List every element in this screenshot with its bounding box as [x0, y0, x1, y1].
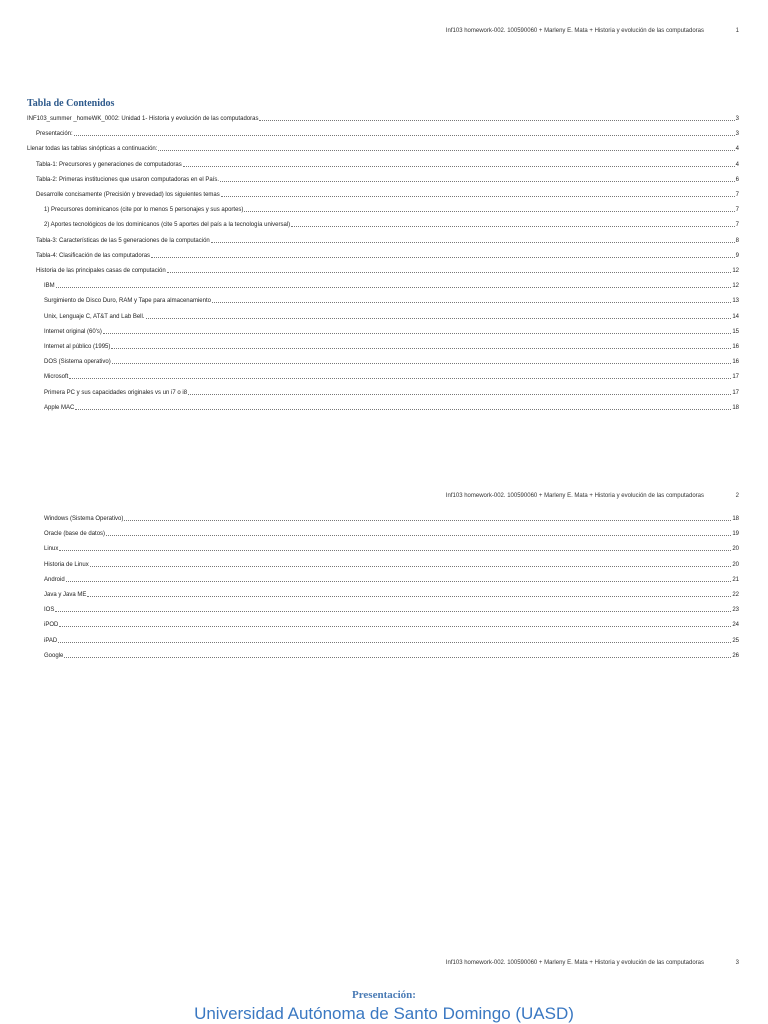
toc-entry-label: IOS	[44, 607, 55, 614]
toc-entry[interactable]	[44, 310, 739, 320]
toc-dot-leader	[103, 333, 731, 334]
toc-dot-leader	[64, 657, 731, 658]
toc-entry-page-number: 20	[732, 561, 739, 568]
toc-entry-page-number: 7	[735, 192, 739, 198]
toc-dot-leader	[58, 642, 731, 643]
toc-dot-leader	[106, 535, 731, 536]
toc-entry-label: Historia de Linux	[44, 561, 89, 568]
toc-entry-page-number: 20	[732, 546, 739, 553]
toc-dot-leader	[183, 166, 735, 167]
toc-entry-label: Presentación:	[36, 131, 73, 138]
toc-entry-page-number: 12	[732, 283, 739, 290]
toc-entry[interactable]	[44, 386, 739, 396]
toc-entry[interactable]	[27, 112, 739, 122]
toc-entry-page-number: 7	[735, 207, 739, 214]
toc-entry[interactable]	[36, 188, 739, 198]
toc-entry-label: Java y Java ME	[44, 592, 87, 598]
toc-entry-page-number: 26	[732, 652, 739, 659]
toc-dot-leader	[167, 272, 732, 273]
toc-entry[interactable]	[44, 649, 739, 659]
toc-entry-label: Oracle (base de datos)	[44, 531, 106, 538]
toc-entry[interactable]	[44, 573, 739, 583]
toc-entry[interactable]	[44, 401, 739, 411]
toc-dot-leader	[259, 120, 734, 121]
toc-entry-page-number: 25	[732, 637, 739, 644]
toc-dot-leader	[291, 226, 735, 227]
toc-entry[interactable]	[36, 234, 739, 244]
toc-entry-page-number: 9	[735, 252, 739, 259]
toc-dot-leader	[55, 611, 731, 612]
toc-entry-page-number: 3	[735, 131, 739, 138]
toc-entry-label: Unix, Lenguaje C, AT&T and Lab Bell.	[44, 313, 145, 320]
toc-entry-page-number: 23	[732, 607, 739, 614]
toc-entry-label: Linux	[44, 546, 59, 553]
toc-entry[interactable]	[44, 325, 739, 335]
toc-entry-page-number: 7	[735, 222, 739, 229]
page-header-1	[0, 28, 768, 40]
toc-entry-page-number: 19	[732, 531, 739, 538]
toc-entry-page-number: 12	[732, 268, 739, 274]
toc-entry-page-number: 15	[732, 328, 739, 335]
toc-dot-leader	[124, 520, 731, 521]
toc-entry-label: Surgimiento de Disco Duro, RAM y Tape para almacenamiento	[44, 298, 211, 305]
toc-entry[interactable]	[44, 558, 739, 568]
toc-entry[interactable]	[44, 588, 739, 598]
toc-entry[interactable]	[44, 542, 739, 552]
toc-dot-leader	[151, 257, 735, 258]
toc-entry[interactable]	[36, 249, 739, 259]
toc-entry-page-number: 18	[732, 404, 739, 411]
toc-dot-leader	[221, 196, 735, 197]
toc-dot-leader	[146, 318, 732, 319]
toc-dot-leader	[112, 363, 732, 364]
toc-entry-label: Tabla-4: Clasificación de las computadoras	[36, 252, 151, 259]
toc-entry[interactable]	[36, 173, 739, 183]
toc-entry-page-number: 6	[735, 176, 739, 183]
toc-entry[interactable]	[44, 279, 739, 289]
toc-dot-leader	[87, 596, 731, 597]
toc-entry-page-number: 4	[735, 146, 739, 153]
toc-dot-leader	[75, 409, 731, 410]
toc-entry-label: Android	[44, 576, 65, 583]
toc-entry-label: Internet al público (1995)	[44, 344, 111, 350]
toc-entry-label: iPOD	[44, 622, 59, 629]
toc-entry-label: INF103_summer _homeWK_0002: Unidad 1- Historia y evolución de las computadoras	[27, 116, 259, 122]
header-page-number: 1	[735, 28, 739, 34]
toc-entry[interactable]	[27, 142, 739, 152]
toc-entry-label: 2) Aportes tecnológicos de los dominicanos (cite 5 aportes del país a la tecnología universal)	[44, 222, 291, 229]
toc-entry-label: iPAD	[44, 637, 58, 644]
toc-dot-leader	[211, 242, 735, 243]
toc-entry-page-number: 18	[732, 516, 739, 522]
toc-entry-label: Google	[44, 652, 64, 659]
toc-entry-label: Llenar todas las tablas sinópticas a continuación:	[27, 146, 158, 153]
toc-entry-page-number: 21	[732, 576, 739, 583]
toc-entry[interactable]	[44, 634, 739, 644]
toc-entry-page-number: 16	[732, 344, 739, 350]
toc-entry-label: Microsoft	[44, 374, 69, 381]
toc-dot-leader	[90, 566, 732, 567]
toc-entry-label: Internet original (60's)	[44, 328, 102, 335]
page-header-2	[0, 493, 768, 505]
toc-entry-page-number: 16	[732, 359, 739, 366]
toc-dot-leader	[56, 287, 732, 288]
toc-entry-label: Historia de las principales casas de computación	[36, 268, 166, 274]
toc-entry-label: Tabla-1: Precursores y generaciones de computadoras	[36, 161, 182, 168]
toc-dot-leader	[59, 626, 731, 627]
toc-entry[interactable]	[44, 294, 739, 304]
toc-entry-label: Windows (Sistema Operativo)	[44, 516, 124, 522]
toc-entry-page-number: 13	[732, 298, 739, 305]
toc-dot-leader	[59, 550, 731, 551]
presentation-heading: Presentación:	[352, 989, 416, 1001]
header-page-number: 3	[735, 960, 739, 966]
toc-entry-label: Desarrolle concisamente (Precisión y brevedad) los siguientes temas	[36, 192, 220, 198]
toc-entry[interactable]	[44, 527, 739, 537]
toc-entry[interactable]	[44, 512, 739, 522]
toc-entry-label: Apple MAC	[44, 404, 75, 411]
toc-dot-leader	[220, 181, 735, 182]
header-text: Inf103 homework-002. 100590060 + Marleny E. Mata + Historia y evolución de las computadoras	[445, 493, 704, 499]
toc-title: Tabla de Contenidos	[27, 98, 115, 109]
toc-entry-label: Primera PC y sus capacidades originales vs un i7 o i8	[44, 389, 188, 396]
toc-dot-leader	[111, 348, 731, 349]
toc-entry[interactable]	[44, 340, 739, 350]
toc-dot-leader	[188, 394, 731, 395]
toc-dot-leader	[74, 135, 735, 136]
toc-entry-label: DOS (Sistema operativo)	[44, 359, 111, 366]
toc-entry[interactable]	[44, 618, 739, 628]
toc-entry[interactable]	[44, 218, 739, 228]
toc-entry[interactable]	[36, 264, 739, 274]
page-header-3	[0, 960, 768, 972]
toc-entry[interactable]	[44, 355, 739, 365]
toc-entry-label: 1) Precursores dominicanos (cite por lo menos 5 personajes y sus aportes)	[44, 207, 244, 214]
toc-entry[interactable]	[36, 158, 739, 168]
toc-entry-page-number: 4	[735, 161, 739, 168]
toc-entry-page-number: 17	[732, 389, 739, 396]
toc-dot-leader	[69, 378, 731, 379]
toc-entry-page-number: 24	[732, 622, 739, 629]
toc-entry[interactable]	[44, 603, 739, 613]
toc-entry-page-number: 8	[735, 237, 739, 244]
toc-entry-label: Tabla-2: Primeras instituciones que usaron computadoras en el País.	[36, 176, 220, 183]
toc-entry[interactable]	[44, 203, 739, 213]
toc-entry-page-number: 14	[732, 313, 739, 320]
toc-entry[interactable]	[36, 127, 739, 137]
toc-entry-label: Tabla-3: Características de las 5 generaciones de la computación	[36, 237, 210, 244]
toc-entry-page-number: 3	[735, 116, 739, 122]
header-text: Inf103 homework-002. 100590060 + Marleny E. Mata + Historia y evolución de las computadoras	[445, 28, 704, 34]
header-page-number: 2	[735, 493, 739, 499]
header-text: Inf103 homework-002. 100590060 + Marleny E. Mata + Historia y evolución de las computadoras	[445, 960, 704, 966]
toc-dot-leader	[212, 302, 731, 303]
toc-dot-leader	[158, 150, 734, 151]
university-name: Universidad Autónoma de Santo Domingo (UASD)	[194, 1004, 574, 1023]
toc-dot-leader	[66, 581, 732, 582]
toc-dot-leader	[244, 211, 734, 212]
toc-entry-label: IBM	[44, 283, 55, 290]
toc-entry-page-number: 17	[732, 374, 739, 381]
toc-entry[interactable]	[44, 370, 739, 380]
toc-entry-page-number: 22	[732, 592, 739, 598]
